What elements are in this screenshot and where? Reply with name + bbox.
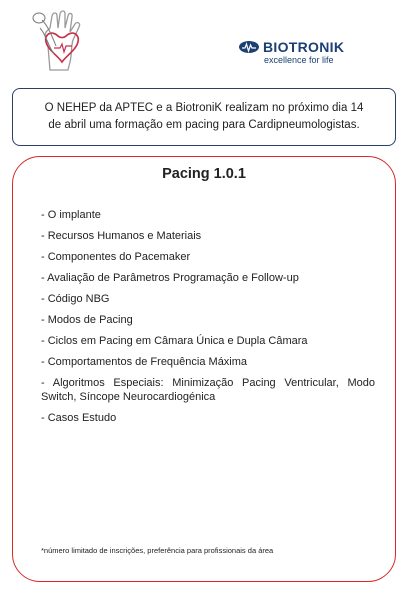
topic-item: - Recursos Humanos e Materiais [41,230,202,242]
topic-item: - Ciclos em Pacing em Câmara Única e Dupla Câmara [41,335,308,347]
topic-item: - Modos de Pacing [41,314,133,326]
topic-item: - Comportamentos de Frequência Máxima [41,356,248,368]
footnote: *número limitado de inscrições, preferência para profissionais da área [41,546,274,555]
topic-item: - Componentes do Pacemaker [41,251,191,263]
topic-list [41,208,375,432]
heart-hand-logo [28,6,98,76]
biotronik-mark-icon [238,40,260,54]
topic-item: - Casos Estudo [41,412,117,424]
biotronik-tagline: excellence for life [264,55,334,65]
topic-item: - Código NBG [41,293,110,305]
announcement-box [12,88,396,146]
topic-item: - Algoritmos Especiais: Minimização Pacing Ventricular, Modo Switch, Síncope Neurocardiogénica [41,377,375,403]
announcement-text: O NEHEP da APTEC e a BiotroniK realizam no próximo dia 14 de abril uma formação em pacing para Cardipneumologistas. [44,102,364,131]
course-title: Pacing 1.0.1 [162,166,246,182]
biotronik-brand-name: BIOTRONIK [263,39,345,55]
heart-hand-logo-icon [28,6,98,76]
topic-item: - O implante [41,209,101,221]
biotronik-brand-row [238,40,358,54]
course-box [12,156,396,582]
topic-item: - Avaliação de Parâmetros Programação e Follow-up [41,272,299,284]
biotronik-logo [238,40,358,72]
